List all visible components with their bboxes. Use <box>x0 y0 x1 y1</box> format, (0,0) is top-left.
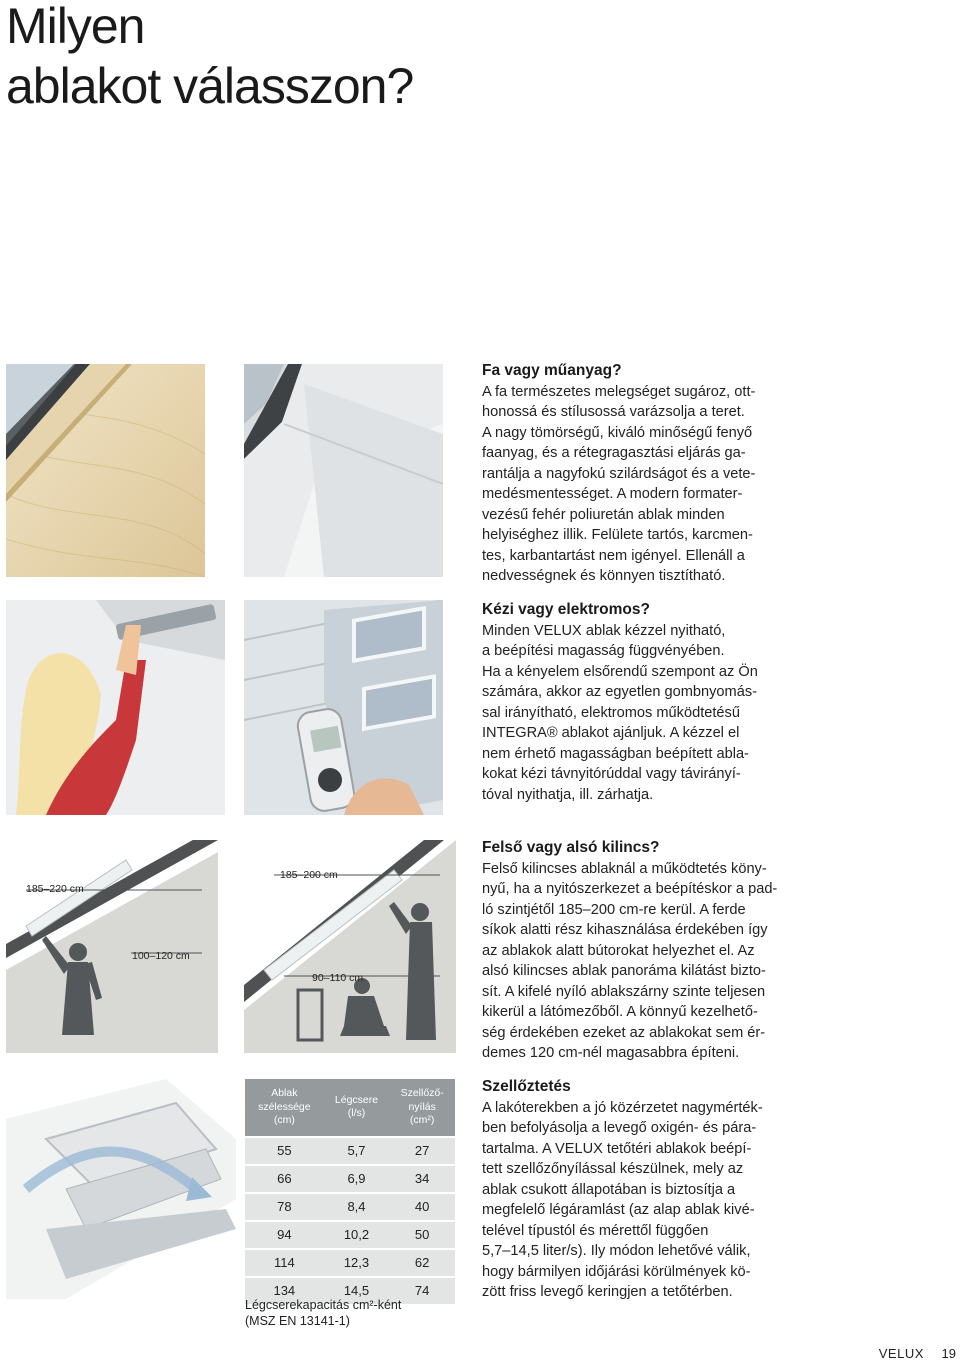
table-cell: 94 <box>245 1221 324 1249</box>
section-line: kokat kézi távnyitórúddal vagy távirányí- <box>482 766 741 782</box>
header-text: (l/s) <box>347 1107 366 1120</box>
section-line: ablak csukott állapotában is biztosítja a <box>482 1181 736 1198</box>
section-heading: Fa vagy műanyag? <box>482 362 622 379</box>
section-line: hogy bármilyen időjárási körülmények kö- <box>482 1263 751 1280</box>
section-line: Ha a kényelem elsőrendű szempont az Ön <box>482 663 758 680</box>
section-line: 5,7–14,5 liter/s). Ily módon lehetővé válik, <box>482 1243 751 1259</box>
section-line: ben befolyásolja a levegő oxigén- és pára- <box>482 1120 757 1136</box>
section-ventilation <box>482 1077 792 1303</box>
section-line: A lakóterekben a jó közérzetet nagymérték- <box>482 1099 763 1116</box>
section-line: Felső kilincses ablaknál a működtetés köny- <box>482 860 767 877</box>
table-caption <box>245 1297 460 1329</box>
section-line: síkok alatti rész kihasználása érdekében így <box>482 922 768 938</box>
section-top-or-bottom-handle <box>482 838 792 1064</box>
section-line: honossá és stílusossá varázsolja a teret. <box>482 404 745 420</box>
photo-manual-opening <box>6 600 225 815</box>
header-text: nyílás <box>408 1100 436 1113</box>
table-row <box>245 1249 455 1277</box>
table-row <box>245 1221 455 1249</box>
header-window-width <box>245 1079 324 1137</box>
section-line: demes 120 cm-nél magasabbra építeni. <box>482 1045 740 1061</box>
diagram-label-90-110: 90–110 cm <box>312 972 364 984</box>
section-line: vezésű fehér poliuretán ablak minden <box>482 506 725 523</box>
header-text: szélessége <box>258 1100 311 1113</box>
table-cell: 134 <box>245 1277 324 1304</box>
table-cell: 114 <box>245 1249 324 1277</box>
header-text: Ablak <box>271 1087 298 1099</box>
section-line: tes, karbantartást nem igényel. Ellenáll a <box>482 547 745 564</box>
section-line: tett szellőzőnyílással készülnek, mely az <box>482 1161 744 1177</box>
diagram-label-185-220: 185–220 cm <box>26 883 84 895</box>
header-text: (cm) <box>273 1114 295 1126</box>
section-line: ség érdekében ezeket az ablakokat sem ér- <box>482 1024 766 1041</box>
table-cell: 10,2 <box>324 1221 390 1249</box>
page-title-line-1: Milyen <box>6 0 145 54</box>
page-title-line-2: ablakot válasszon? <box>6 58 414 114</box>
table-cell: 27 <box>389 1137 455 1165</box>
section-manual-or-electric <box>482 600 792 805</box>
section-line: faanyag, és a rétegragasztási eljárás ga- <box>482 445 746 461</box>
photo-remote-control <box>244 600 443 815</box>
photo-wood-window <box>6 364 205 577</box>
header-text: Légcsere <box>334 1093 379 1106</box>
table-cell: 66 <box>245 1165 324 1193</box>
section-line: INTEGRA® ablakot ajánljuk. A kézzel el <box>482 725 740 741</box>
table-cell: 6,9 <box>324 1165 390 1193</box>
table-row <box>245 1137 455 1165</box>
section-line: Minden VELUX ablak kézzel nyitható, <box>482 622 726 639</box>
table-cell: 34 <box>389 1165 455 1193</box>
section-line: zött friss levegő keringjen a tetőtérben. <box>482 1284 733 1300</box>
table-cell: 8,4 <box>324 1193 390 1221</box>
header-vent-opening <box>389 1079 455 1137</box>
header-text: Szellőző- <box>400 1087 444 1099</box>
section-heading: Kézi vagy elektromos? <box>482 601 650 618</box>
section-line: tartalma. A VELUX tetőtéri ablakok beépí- <box>482 1140 752 1157</box>
photo-white-window <box>244 364 443 577</box>
section-line: ló szintjétől 185–200 cm-re kerül. A ferde <box>482 901 746 918</box>
section-line: nedvességnek és könnyen tisztítható. <box>482 568 726 584</box>
header-text: (cm²) <box>409 1114 435 1126</box>
table-header-row <box>245 1079 455 1137</box>
photo-ventilation-flap <box>6 1079 236 1299</box>
table-cell: 55 <box>245 1137 324 1165</box>
section-line: az ablakok alatt bútorokat helyezhet el. Az <box>482 942 755 959</box>
section-line: sít. A kifelé nyíló ablakszárny szinte teljesen <box>482 983 766 1000</box>
section-line: tóval nyithatja, ill. zárhatja. <box>482 786 654 803</box>
table-row <box>245 1165 455 1193</box>
diagram-bottom-handle <box>244 840 456 1053</box>
table-cell: 78 <box>245 1193 324 1221</box>
diagram-label-100-120: 100–120 cm <box>132 950 190 962</box>
page-title <box>6 0 413 116</box>
diagram-top-handle <box>6 840 218 1053</box>
section-line: a beépítési magasság függvényében. <box>482 643 725 659</box>
table-cell: 74 <box>389 1277 455 1304</box>
section-line: sal irányítható, elektromos működtetésű <box>482 704 740 721</box>
table-cell: 40 <box>389 1193 455 1221</box>
table-cell: 5,7 <box>324 1137 390 1165</box>
page-number: 19 <box>941 1346 956 1361</box>
footer-brand: VELUX <box>878 1346 924 1361</box>
table-cell: 14,5 <box>324 1277 390 1304</box>
section-heading: Felső vagy alsó kilincs? <box>482 839 660 856</box>
table-caption-line-1: Légcserekapacitás cm²-ként <box>245 1298 402 1312</box>
page-footer <box>879 1346 956 1361</box>
table-row <box>245 1193 455 1221</box>
section-line: kikerül a látómezőből. A könnyű kezelhető- <box>482 1004 758 1020</box>
section-line: számára, akkor az egyetlen gombnyomás- <box>482 684 757 700</box>
section-wood-or-plastic <box>482 361 792 587</box>
diagram-label-185-200: 185–200 cm <box>280 869 338 881</box>
section-line: alsó kilincses ablak panoráma kilátást bizto- <box>482 963 766 979</box>
section-line: megfelelő légáramlást (az alap ablak kivé- <box>482 1202 755 1218</box>
section-line: medésmentességet. A modern formater- <box>482 486 743 502</box>
section-line: nyű, ha a nyitószerkezet a beépítéskor a pad- <box>482 881 778 897</box>
section-line: A nagy tömörségű, kiváló minőségű fenyő <box>482 424 753 441</box>
section-line: rantálja a nagyfokú szilárdságot és a vete- <box>482 465 756 482</box>
table-caption-line-2: (MSZ EN 13141-1) <box>245 1314 350 1328</box>
table-cell: 62 <box>389 1249 455 1277</box>
section-line: helyiséghez illik. Felülete tartós, karcmen- <box>482 527 753 543</box>
section-line: nem érhető magasságban beépített abla- <box>482 745 749 762</box>
table-cell: 12,3 <box>324 1249 390 1277</box>
ventilation-table <box>245 1079 455 1304</box>
table-cell: 50 <box>389 1221 455 1249</box>
section-line: telével típustól és mérettől függően <box>482 1222 709 1239</box>
header-air-exchange <box>324 1079 390 1137</box>
section-heading: Szellőztetés <box>482 1078 571 1095</box>
section-line: A fa természetes melegséget sugároz, ott- <box>482 383 756 400</box>
